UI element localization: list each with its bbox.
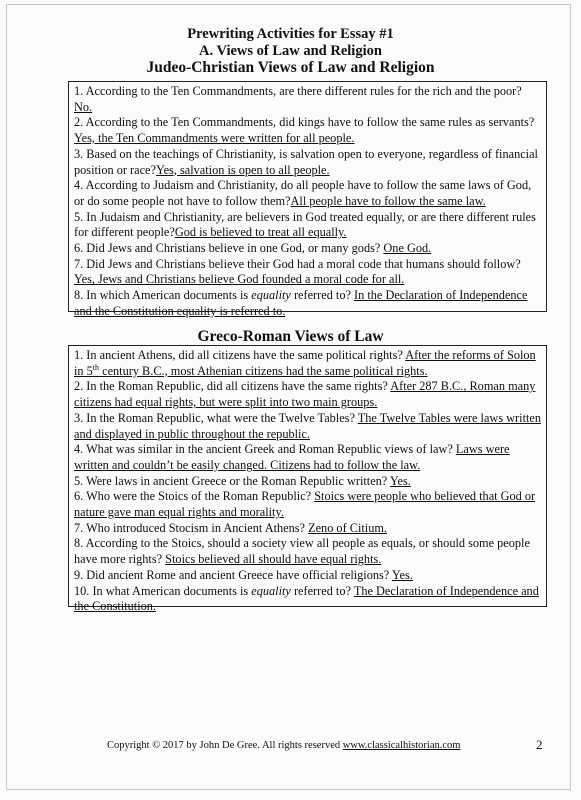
answer-text: In the Declaration of Independence and the Constitution equality is referred to. (74, 288, 528, 318)
section1-title: Judeo-Christian Views of Law and Religion (146, 59, 435, 76)
answer-text: Yes. (391, 567, 413, 582)
question-text: 8. According to the Stoics, should a society view all people as equals, or should some people have more rights? (74, 536, 530, 567)
list-item (74, 178, 542, 209)
list-item (74, 474, 542, 490)
question-text: 5. In Judaism and Christianity, are believers in God treated equally, or are there different rules for different people? (74, 209, 536, 240)
emphasis-text: equality (251, 288, 291, 303)
answer-text: The Declaration of Independence and the Constitution. (74, 583, 539, 614)
question-text: 3. Based on the teachings of Christianity, is salvation open to everyone, regardless of financial position or race? (74, 146, 538, 177)
list-item (74, 257, 542, 288)
question-text: 1. In ancient Athens, did all citizens have the same political rights? (74, 348, 406, 362)
list-item (74, 379, 542, 410)
section2-box (68, 345, 547, 614)
header (0, 26, 581, 76)
section1-box (68, 81, 547, 318)
question-text: 6. Did Jews and Christians believe in one God, or many gods? (74, 241, 384, 256)
question-text-cont: referred to? (290, 583, 354, 598)
answer-text: Laws were written and couldn’t be easily changed. Citizens had to follow the law. (74, 442, 510, 472)
section2-title: Greco-Roman Views of Law (197, 328, 384, 345)
copyright-text: Copyright © 2017 by John De Gree. All rights reserved (107, 740, 343, 751)
list-item (74, 411, 542, 442)
answer-text: Yes, salvation is open to all people. (155, 162, 330, 177)
answer-text-part: After the reforms of Solon in 5 (74, 348, 536, 378)
list-item (74, 489, 542, 520)
question-text-cont: referred to? (290, 288, 355, 303)
answer-text: Yes, Jews and Christians believe God founded a moral code for all. (74, 272, 405, 287)
answer-text-part: century B.C., most Athenian citizens had the same political rights. (99, 363, 428, 378)
question-text: 2. According to the Ten Commandments, did kings have to follow the same rules as servants? (74, 115, 535, 130)
footer (107, 739, 460, 752)
list-item (74, 147, 542, 178)
list-item (74, 442, 542, 473)
page-number: 2 (536, 737, 543, 752)
list-item (74, 210, 542, 241)
website-link[interactable]: www.classicalhistorian.com (342, 740, 461, 751)
list-item (74, 536, 542, 567)
emphasis-text: equality (251, 583, 291, 598)
list-item (74, 84, 542, 115)
answer-text: All people have to follow the same law. (290, 193, 486, 208)
answer-text: God is believed to treat all equally. (174, 225, 347, 240)
answer-text: The Twelve Tables were laws written and displayed in public throughout the republic. (74, 410, 542, 441)
answer-text: Zeno of Citium. (308, 520, 387, 535)
page-title: Prewriting Activities for Essay #1 (187, 26, 394, 42)
answer-text: No. (74, 99, 93, 114)
question-text: 3. In the Roman Republic, what were the Twelve Tables? (74, 410, 358, 425)
list-item (74, 288, 542, 319)
question-text: 1. According to the Ten Commandments, are there different rules for the rich and the poor? (74, 84, 522, 98)
answer-text: Stoics believed all should have equal rights. (165, 552, 382, 567)
answer-text: After 287 B.C., Roman many citizens had equal rights, but were split into two main groups. (74, 379, 536, 410)
superscript: th (92, 362, 100, 372)
question-text: 5. Were laws in ancient Greece or the Roman Republic written? (74, 473, 390, 488)
question-text: 2. In the Roman Republic, did all citizens have the same rights? (74, 379, 391, 394)
question-text: 10. In what American documents is (74, 583, 252, 598)
list-item (74, 584, 542, 615)
answer-text: Stoics were people who believed that God or nature gave man equal rights and morality. (74, 489, 536, 520)
answer-text: One God. (383, 241, 432, 256)
list-item (74, 115, 542, 146)
question-text: 9. Did ancient Rome and ancient Greece have official religions? (74, 567, 392, 582)
list-item (74, 241, 542, 257)
answer-text: Yes, the Ten Commandments were written for all people. (74, 131, 355, 146)
question-text: 4. According to Judaism and Christianity, do all people have to follow the same laws of God, or do some people not have to follow them? (74, 178, 532, 208)
question-text: 7. Did Jews and Christians believe their God had a moral code that humans should follow? (74, 256, 521, 271)
answer-text: Yes. (389, 473, 411, 488)
list-item (74, 348, 542, 379)
question-text: 4. What was similar in the ancient Greek and Roman Republic views of law? (74, 442, 456, 457)
list-item (74, 568, 542, 584)
list-item (74, 521, 542, 537)
question-text: 7. Who introduced Stocism in Ancient Athens? (74, 520, 309, 535)
question-text: 8. In which American documents is (74, 288, 252, 303)
question-text: 6. Who were the Stoics of the Roman Republic? (74, 489, 315, 504)
page-subtitle: A. Views of Law and Religion (199, 43, 382, 59)
